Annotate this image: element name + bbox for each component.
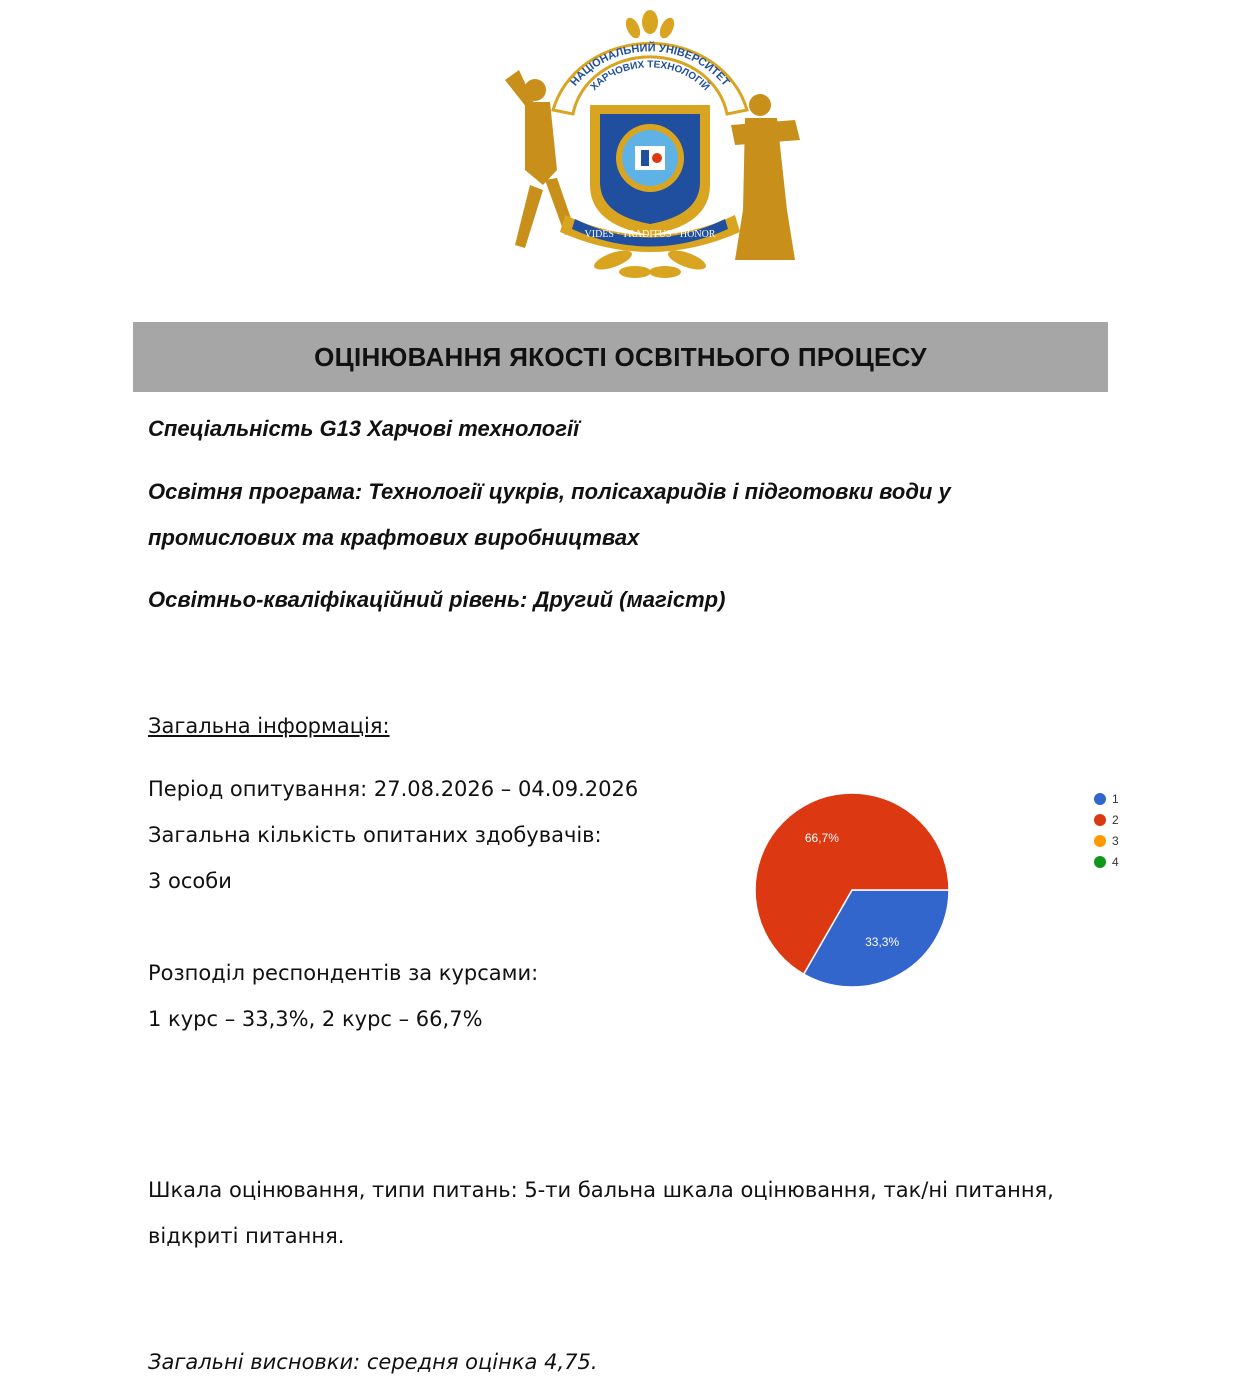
distribution-label: Розподіл респондентів за курсами: <box>148 961 539 985</box>
survey-period: Період опитування: 27.08.2026 – 04.09.2026 <box>148 777 639 801</box>
university-emblem-logo <box>495 10 805 285</box>
legend-marker-1 <box>1094 793 1106 805</box>
emblem-arc-top-text: НАЦІОНАЛЬНИЙ УНІВЕРСИТЕТ <box>568 42 732 89</box>
distribution-value: 1 курс – 33,3%, 2 курс – 66,7% <box>148 1007 483 1031</box>
program-line-2: промислових та крафтових виробництвах <box>148 525 640 550</box>
title-bar <box>133 322 1108 392</box>
legend-label-1: 1 <box>1112 792 1119 806</box>
shield-icon <box>590 105 710 235</box>
pie-label-1: 33,3% <box>865 935 900 950</box>
pie-label-2: 66,7% <box>804 830 839 845</box>
ceres-figure-icon <box>731 94 800 260</box>
respondents-value: 3 особи <box>148 869 232 893</box>
legend-marker-3 <box>1094 835 1106 847</box>
scale-line-1: Шкала оцінювання, типи питань: 5-ти бальна шкала оцінювання, так/ні питання, <box>148 1178 1054 1202</box>
general-info-heading: Загальна інформація: <box>148 714 390 738</box>
page-title: ОЦІНЮВАННЯ ЯКОСТІ ОСВІТНЬОГО ПРОЦЕСУ <box>314 341 927 372</box>
course-distribution-pie-chart <box>740 780 1140 1010</box>
scale-line-2: відкриті питання. <box>148 1224 345 1248</box>
respondents-label: Загальна кількість опитаних здобувачів: <box>148 823 602 847</box>
legend-marker-4 <box>1094 856 1106 868</box>
legend-label-4: 4 <box>1112 855 1119 869</box>
education-level: Освітньо-кваліфікаційний рівень: Другий (магістр) <box>148 587 726 612</box>
legend-label-2: 2 <box>1112 813 1119 827</box>
emblem-arc-bottom-text: ХАРЧОВИХ ТЕХНОЛОГІЙ <box>588 59 712 93</box>
specialty: Спеціальність G13 Харчові технології <box>148 416 580 441</box>
emblem-motto: VIDES · TRADITUS · HONOR <box>584 229 716 240</box>
program-line-1: Освітня програма: Технології цукрів, полісахаридів і підготовки води у <box>148 479 951 504</box>
legend-marker-2 <box>1094 814 1106 826</box>
legend-label-3: 3 <box>1112 834 1119 848</box>
conclusion: Загальні висновки: середня оцінка 4,75. <box>148 1350 598 1374</box>
